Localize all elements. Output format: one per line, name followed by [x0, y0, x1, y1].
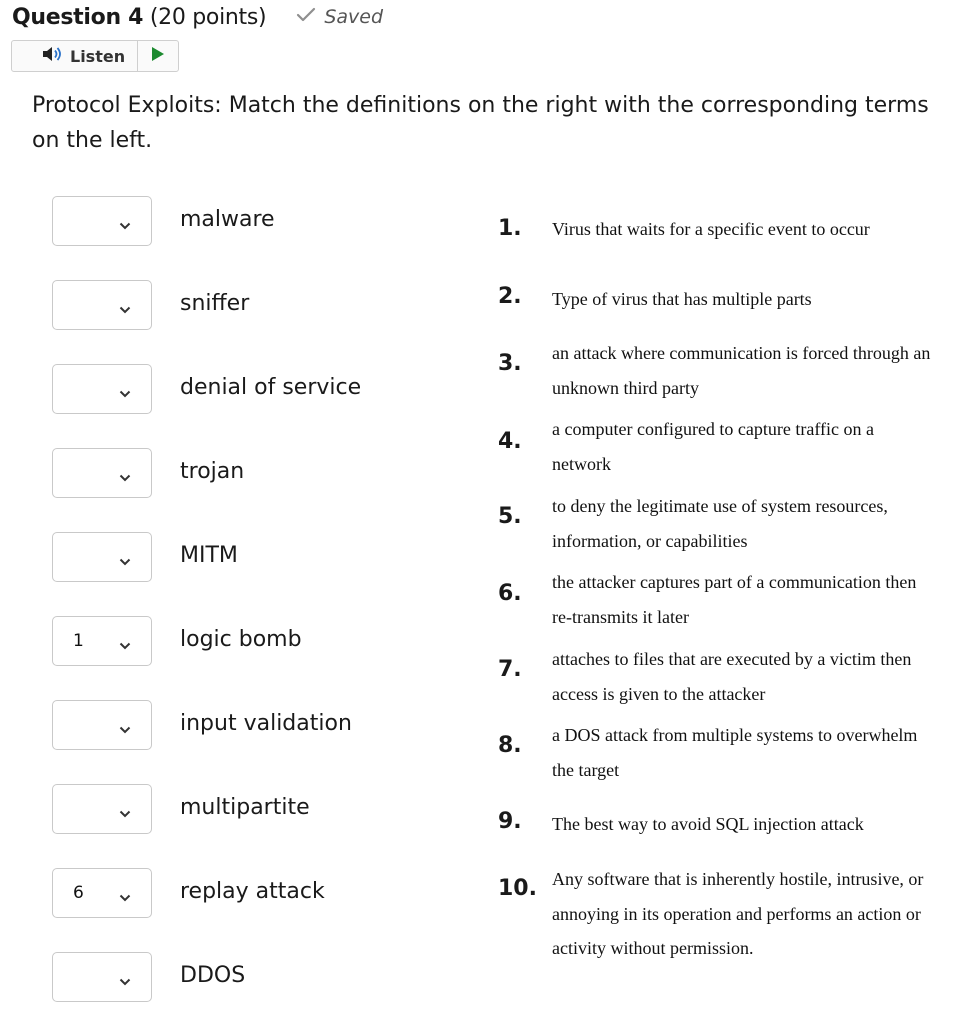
chevron-down-icon [119, 887, 131, 906]
answer-select[interactable] [52, 532, 152, 582]
definition-number: 2. [498, 284, 522, 309]
term-label: replay attack [180, 879, 325, 904]
definition-text: an attack where communication is forced through an unknown third party [552, 343, 931, 398]
answer-select[interactable] [52, 700, 152, 750]
term-row [52, 447, 245, 499]
question-prompt: Protocol Exploits: Match the definitions on the right with the corresponding terms on the left. [32, 93, 929, 153]
answer-select[interactable] [52, 196, 152, 246]
term-row [52, 531, 238, 583]
definition-text: attaches to files that are executed by a victim then access is given to the attacker [552, 649, 912, 704]
term-row [52, 363, 362, 415]
chevron-down-icon [119, 215, 131, 234]
answer-select[interactable] [52, 868, 152, 918]
select-value: 6 [73, 883, 84, 903]
answer-select[interactable] [52, 616, 152, 666]
answer-select[interactable] [52, 364, 152, 414]
answer-select[interactable] [52, 784, 152, 834]
term-row [52, 951, 246, 1003]
term-label: DDOS [180, 963, 246, 988]
answer-select[interactable] [52, 280, 152, 330]
chevron-down-icon [119, 551, 131, 570]
term-label: denial of service [180, 375, 362, 400]
definition-number: 6. [498, 581, 522, 606]
term-row [52, 867, 325, 919]
chevron-down-icon [119, 383, 131, 402]
term-row [52, 615, 302, 667]
definition-number: 10. [498, 876, 537, 901]
play-button[interactable] [138, 41, 178, 71]
definition-text: the attacker captures part of a communication then re-transmits it later [552, 572, 917, 627]
term-label: trojan [180, 459, 245, 484]
definition-number: 7. [498, 657, 522, 682]
question-title [12, 5, 266, 30]
definition-text: to deny the legitimate use of system resources, information, or capabilities [552, 496, 888, 551]
term-label: multipartite [180, 795, 310, 820]
question-points: (20 points) [149, 4, 267, 30]
term-row [52, 195, 275, 247]
chevron-down-icon [119, 635, 131, 654]
listen-label: Listen [70, 46, 126, 66]
speaker-icon [42, 46, 64, 66]
chevron-down-icon [119, 803, 131, 822]
definition-text: Any software that is inherently hostile, intrusive, or annoying in its operation and performs an action or activity without permission. [552, 869, 924, 958]
play-icon [151, 46, 165, 66]
listen-button[interactable] [12, 41, 138, 71]
definition-number: 9. [498, 809, 522, 834]
term-label: logic bomb [180, 627, 302, 652]
term-row [52, 699, 352, 751]
definition-text: Type of virus that has multiple parts [552, 289, 812, 309]
term-label: malware [180, 207, 275, 232]
definition-number: 1. [498, 216, 522, 241]
question-header [12, 2, 383, 32]
chevron-down-icon [119, 719, 131, 738]
definition-text: Virus that waits for a specific event to occur [552, 219, 870, 239]
question-number: Question 4 [12, 4, 144, 30]
definition-text: a DOS attack from multiple systems to overwhelm the target [552, 725, 918, 780]
definition-number: 8. [498, 733, 522, 758]
select-value: 1 [73, 631, 84, 651]
term-label: sniffer [180, 291, 250, 316]
answer-select[interactable] [52, 448, 152, 498]
saved-label: Saved [324, 6, 384, 28]
definition-number: 5. [498, 504, 522, 529]
listen-control [11, 40, 179, 72]
term-label: input validation [180, 711, 352, 736]
answer-select[interactable] [52, 952, 152, 1002]
term-row [52, 279, 250, 331]
definition-number: 3. [498, 351, 522, 376]
term-row [52, 783, 310, 835]
chevron-down-icon [119, 299, 131, 318]
term-label: MITM [180, 543, 238, 568]
chevron-down-icon [119, 467, 131, 486]
definition-number: 4. [498, 429, 522, 454]
saved-status [296, 6, 383, 28]
checkmark-icon [296, 6, 316, 28]
chevron-down-icon [119, 971, 131, 990]
definition-text: The best way to avoid SQL injection attack [552, 814, 864, 834]
definition-text: a computer configured to capture traffic on a network [552, 419, 875, 474]
